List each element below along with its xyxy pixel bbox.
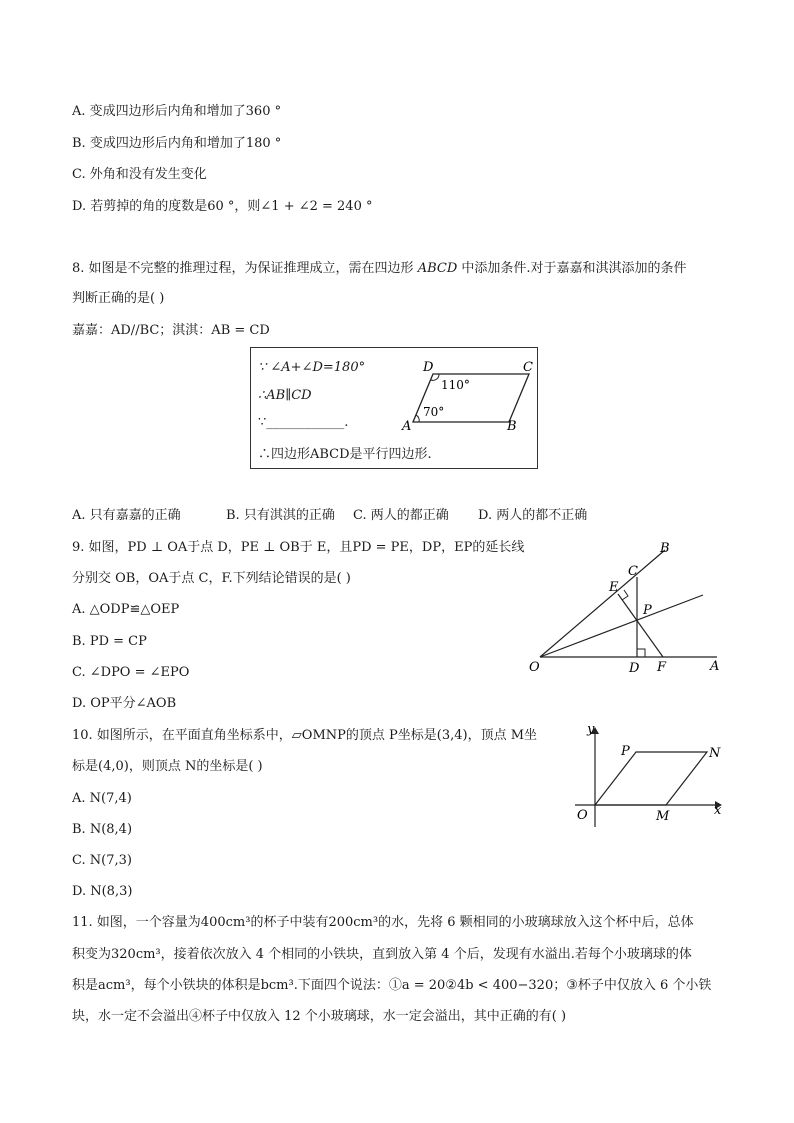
label-o: O [577,808,588,823]
segment-ef [618,594,663,657]
label-p: P [621,744,630,759]
box-line-1: ∵ ∠A+∠D=180° [258,360,366,375]
q8-stem-part-a: 8. 如图是不完整的推理过程，为保证推理成立，需在四边形 [72,261,414,276]
q10-option-c: C. N(7,3) [72,853,132,868]
q8-conditions: 嘉嘉：AD//BC；淇淇：AB = CD [72,323,270,338]
label-d: D [629,661,640,676]
q9-option-c: C. ∠DPO = ∠EPO [72,665,190,680]
q8-stem-var: ABCD [417,261,458,276]
q7-option-d: D. 若剪掉的角的度数是60 °，则∠1 + ∠2 = 240 ° [72,199,373,214]
q10-option-b: B. N(8,4) [72,822,133,837]
ray-op [540,595,703,657]
q10-coordinate-figure [570,722,728,832]
label-a: A [402,419,412,434]
box-line-2: ∴AB∥CD [258,388,312,403]
label-p: P [643,603,652,618]
label-a: A [710,659,720,674]
q9-stem-line1: 9. 如图，PD ⊥ OA于点 D，PE ⊥ OB于 E，且PD = PE，DP，EP的延长线 [72,540,525,555]
label-e: E [609,580,619,595]
q8-reasoning-box [250,347,538,469]
label-c: C [523,360,533,375]
q8-option-a: A. 只有嘉嘉的正确 [72,508,181,523]
label-b: B [507,419,517,434]
q9-angle-figure [525,535,730,680]
q10-option-a: A. N(7,4) [72,791,132,806]
angle-label-110: 110° [441,378,470,392]
label-n: N [709,746,721,761]
right-angle-e [622,590,628,600]
label-m: M [656,809,670,824]
label-c: C [628,564,638,579]
box-line-4: ∴四边形ABCD是平行四边形. [258,447,432,462]
q7-option-a: A. 变成四边形后内角和增加了360 ° [72,104,282,119]
q8-option-c: C. 两人的都正确 [353,508,449,523]
q11-line1: 11. 如图，一个容量为400cm³的杯子中装有200cm³的水，先将 6 颗相同的小玻璃球放入这个杯中后，总体 [72,915,694,930]
q9-option-a: A. △ODP≌△OEP [72,602,180,617]
angle-label-70: 70° [423,405,445,419]
q7-option-c: C. 外角和没有发生变化 [72,167,207,182]
q8-option-d: D. 两人的都不正确 [478,508,588,523]
q9-stem-line2: 分别交 OB，OA于点 C，F.下列结论错误的是( ) [72,571,351,586]
q7-option-b: B. 变成四边形后内角和增加了180 ° [72,136,282,151]
angle-arc-a [416,415,419,422]
label-b: B [660,541,670,556]
q8-option-b: B. 只有淇淇的正确 [226,508,335,523]
q10-stem-line1: 10. 如图所示，在平面直角坐标系中，▱OMNP的顶点 P坐标是(3,4)，顶点 M坐 [72,728,538,743]
label-d: D [423,360,434,375]
right-angle-d [637,649,645,657]
q9-option-d: D. OP平分∠AOB [72,696,177,711]
box-line-3: ∵____________. [258,415,349,430]
q8-stem-part-b: 中添加条件.对于嘉嘉和淇淇添加的条件 [461,261,687,276]
q9-option-b: B. PD = CP [72,634,147,649]
label-x: x [714,803,722,818]
label-y: y [587,722,595,737]
q11-line4: 块，水一定不会溢出④杯子中仅放入 12 个小玻璃球，水一定会溢出，其中正确的有( ) [72,1009,567,1024]
q10-stem-line2: 标是(4,0)，则顶点 N的坐标是( ) [72,759,263,774]
q8-stem-line2: 判断正确的是( ) [72,291,165,306]
q10-option-d: D. N(8,3) [72,884,133,899]
label-f: F [657,660,667,675]
q8-stem-line1 [72,260,687,278]
q11-line2: 积变为320cm³，接着依次放入 4 个相同的小铁块，直到放入第 4 个后，发现有水溢出.若每个小玻璃球的体 [72,947,692,962]
parallelogram-omnp [595,752,707,805]
q11-line3: 积是acm³，每个小铁块的体积是bcm³.下面四个说法：①a = 20②4b < 400−320；③杯子中仅放入 6 个小铁 [72,978,712,993]
q8-parallelogram-figure [391,352,536,434]
label-o: O [529,660,540,675]
